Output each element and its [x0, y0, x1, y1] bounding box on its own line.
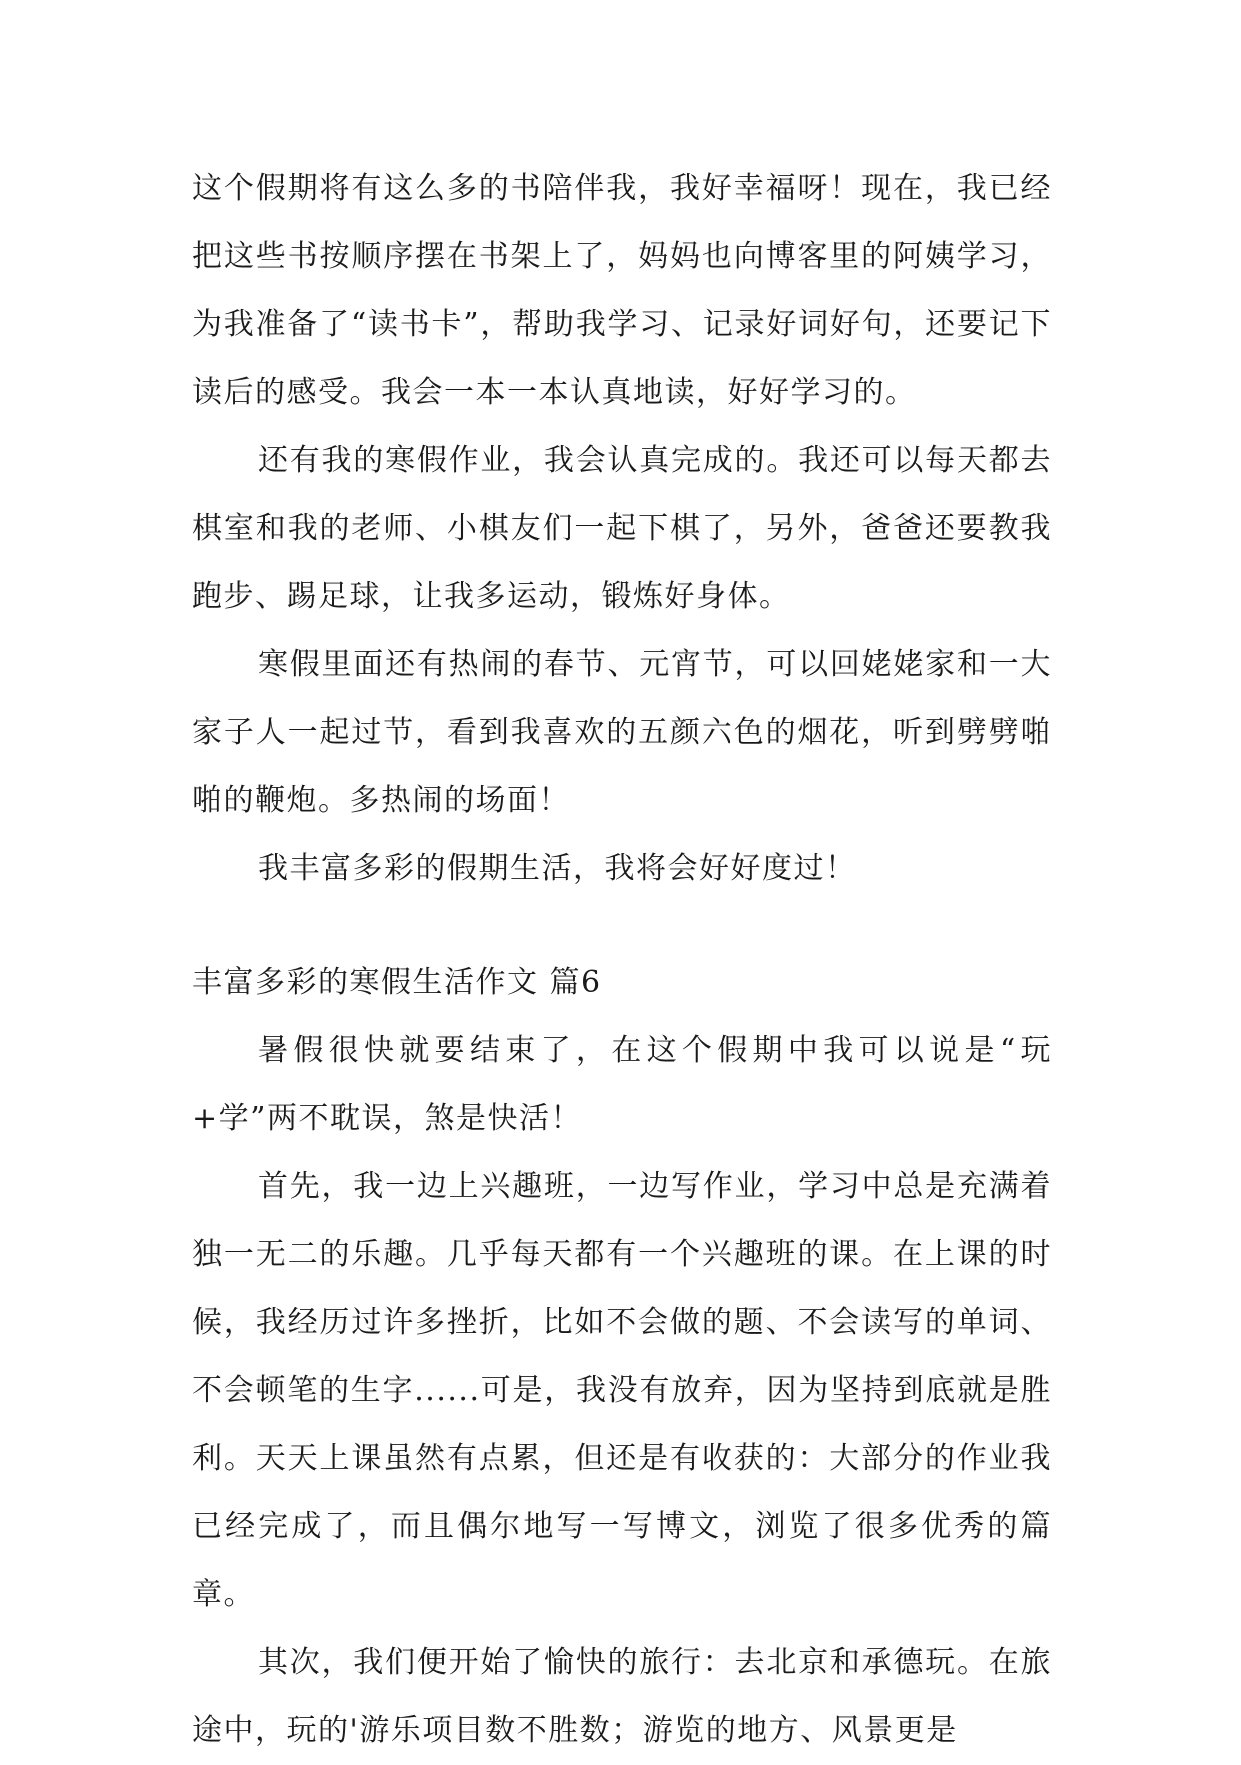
paragraph-homework: 还有我的寒假作业，我会认真完成的。我还可以每天都去棋室和我的老师、小棋友们一起下棋了，另外，爸爸还要教我跑步、踢足球，让我多运动，锻炼好身体。 — [192, 443, 1052, 614]
paragraph-spring-festival: 寒假里面还有热闹的春节、元宵节，可以回姥姥家和一大家子人一起过节，看到我喜欢的五颜六色的烟花，听到劈劈啪啪的鞭炮。多热闹的场面！ — [192, 647, 1052, 818]
section-heading: 丰富多彩的寒假生活作文 篇6 — [192, 965, 602, 1000]
paragraph-travel: 其次，我们便开始了愉快的旅行：去北京和承德玩。在旅途中，玩的'游乐项目数不胜数；游览的地方、风景更是 — [192, 1645, 1052, 1748]
paragraph-interest-classes: 首先，我一边上兴趣班，一边写作业，学习中总是充满着独一无二的乐趣。几乎每天都有一个兴趣班的课。在上课的时候，我经历过许多挫折，比如不会做的题、不会读写的单词、不会顿笔的生字......可是，我没有放弃，因为坚持到底就是胜利。天天上课虽然有点累，但还是有收获的：大部分的作业我已经完成了，而且偶尔地写一写博文，浏览了很多优秀的篇章。 — [192, 1169, 1052, 1612]
paragraph-summer-intro: 暑假很快就要结束了，在这个假期中我可以说是“玩+学”两不耽误，煞是快活！ — [192, 1033, 1052, 1136]
paragraph-conclusion: 我丰富多彩的假期生活，我将会好好度过！ — [258, 851, 857, 886]
paragraph-books-continued: 这个假期将有这么多的书陪伴我，我好幸福呀！现在，我已经把这些书按顺序摆在书架上了，妈妈也向博客里的阿姨学习，为我准备了“读书卡”，帮助我学习、记录好词好句，还要记下读后的感受。我会一本一本认真地读，好好学习的。 — [192, 171, 1052, 410]
document-body — [192, 155, 1052, 1765]
